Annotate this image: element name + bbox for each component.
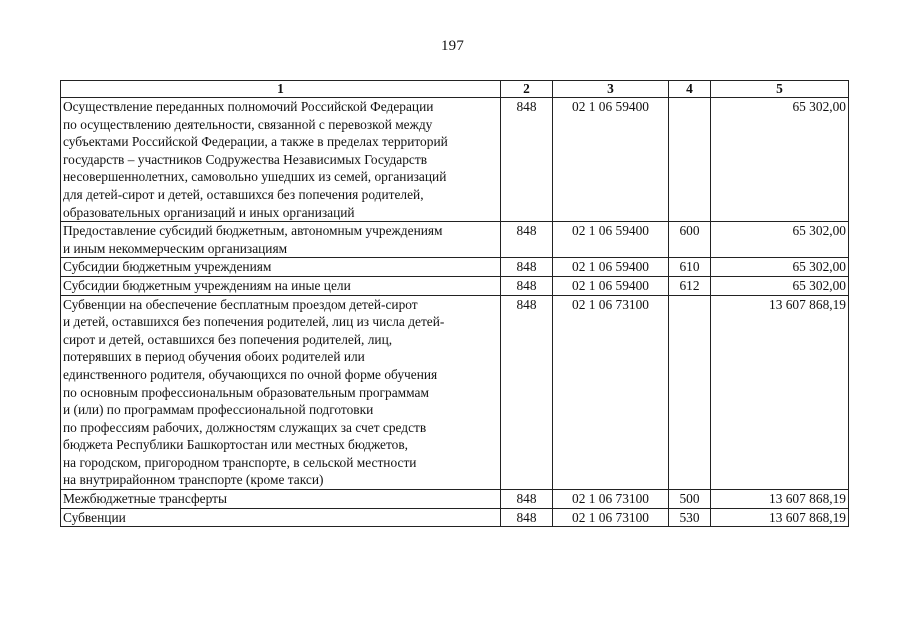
row-type-cell <box>669 295 711 490</box>
header-col-3: 3 <box>553 81 669 98</box>
row-name-cell: Субвенции на обеспечение бесплатным проездом детей-сирот и детей, оставшихся без попечения родителей, лиц из числа детей- сирот и детей, оставшихся без попечения родителей, лиц, потерявших в период обучения обоих родителей или единственного родителя, обучающихся по очной форме обучения по основным профессиональным образовательным программам и (или) по программам профессиональной подготовки по профессиям рабочих, должностям служащих за счет средств бюджета Республики Башкортостан или местных бюджетов, на городском, пригородном транспорте, в сельской местности на внутрирайонном транспорте (кроме такси) <box>61 295 501 490</box>
row-admin-cell: 848 <box>501 276 553 295</box>
table-row <box>61 98 849 222</box>
row-admin-cell: 848 <box>501 490 553 509</box>
row-type-cell: 612 <box>669 276 711 295</box>
row-name-cell: Межбюджетные трансферты <box>61 490 501 509</box>
row-name-cell: Субсидии бюджетным учреждениям <box>61 258 501 277</box>
row-sum-cell: 65 302,00 <box>711 222 849 258</box>
row-code-cell: 02 1 06 73100 <box>553 490 669 509</box>
row-code-cell: 02 1 06 59400 <box>553 222 669 258</box>
header-col-4: 4 <box>669 81 711 98</box>
row-admin-cell: 848 <box>501 295 553 490</box>
row-code-cell: 02 1 06 59400 <box>553 258 669 277</box>
table-row <box>61 258 849 277</box>
table-row <box>61 490 849 509</box>
row-name-cell: Субвенции <box>61 508 501 527</box>
row-admin-cell: 848 <box>501 98 553 222</box>
page-number: 197 <box>440 38 465 54</box>
row-code-cell: 02 1 06 73100 <box>553 295 669 490</box>
row-code-cell: 02 1 06 59400 <box>553 276 669 295</box>
row-name-cell: Осуществление переданных полномочий Российской Федерации по осуществлению деятельности, связанной с перевозкой между субъектами Российской Федерации, а также в пределах территорий государств – участников Содружества Независимых Государств несовершеннолетних, самовольно ушедших из семей, организаций для детей-сирот и детей, оставшихся без попечения родителей, образовательных организаций и иных организаций <box>61 98 501 222</box>
row-code-cell: 02 1 06 73100 <box>553 508 669 527</box>
row-name-cell: Предоставление субсидий бюджетным, автономным учреждениям и иным некоммерческим организациям <box>61 222 501 258</box>
row-sum-cell: 65 302,00 <box>711 98 849 222</box>
row-sum-cell: 13 607 868,19 <box>711 508 849 527</box>
row-type-cell: 530 <box>669 508 711 527</box>
row-sum-cell: 65 302,00 <box>711 276 849 295</box>
row-type-cell: 610 <box>669 258 711 277</box>
table-header-row <box>61 81 849 98</box>
header-col-1: 1 <box>61 81 501 98</box>
table-row <box>61 295 849 490</box>
header-col-5: 5 <box>711 81 849 98</box>
row-type-cell <box>669 98 711 222</box>
row-admin-cell: 848 <box>501 508 553 527</box>
budget-table <box>60 80 849 527</box>
row-admin-cell: 848 <box>501 258 553 277</box>
table-row <box>61 222 849 258</box>
row-sum-cell: 13 607 868,19 <box>711 490 849 509</box>
table-row <box>61 508 849 527</box>
row-admin-cell: 848 <box>501 222 553 258</box>
row-type-cell: 500 <box>669 490 711 509</box>
header-col-2: 2 <box>501 81 553 98</box>
row-sum-cell: 65 302,00 <box>711 258 849 277</box>
row-code-cell: 02 1 06 59400 <box>553 98 669 222</box>
row-sum-cell: 13 607 868,19 <box>711 295 849 490</box>
table-row <box>61 276 849 295</box>
row-name-cell: Субсидии бюджетным учреждениям на иные цели <box>61 276 501 295</box>
row-type-cell: 600 <box>669 222 711 258</box>
